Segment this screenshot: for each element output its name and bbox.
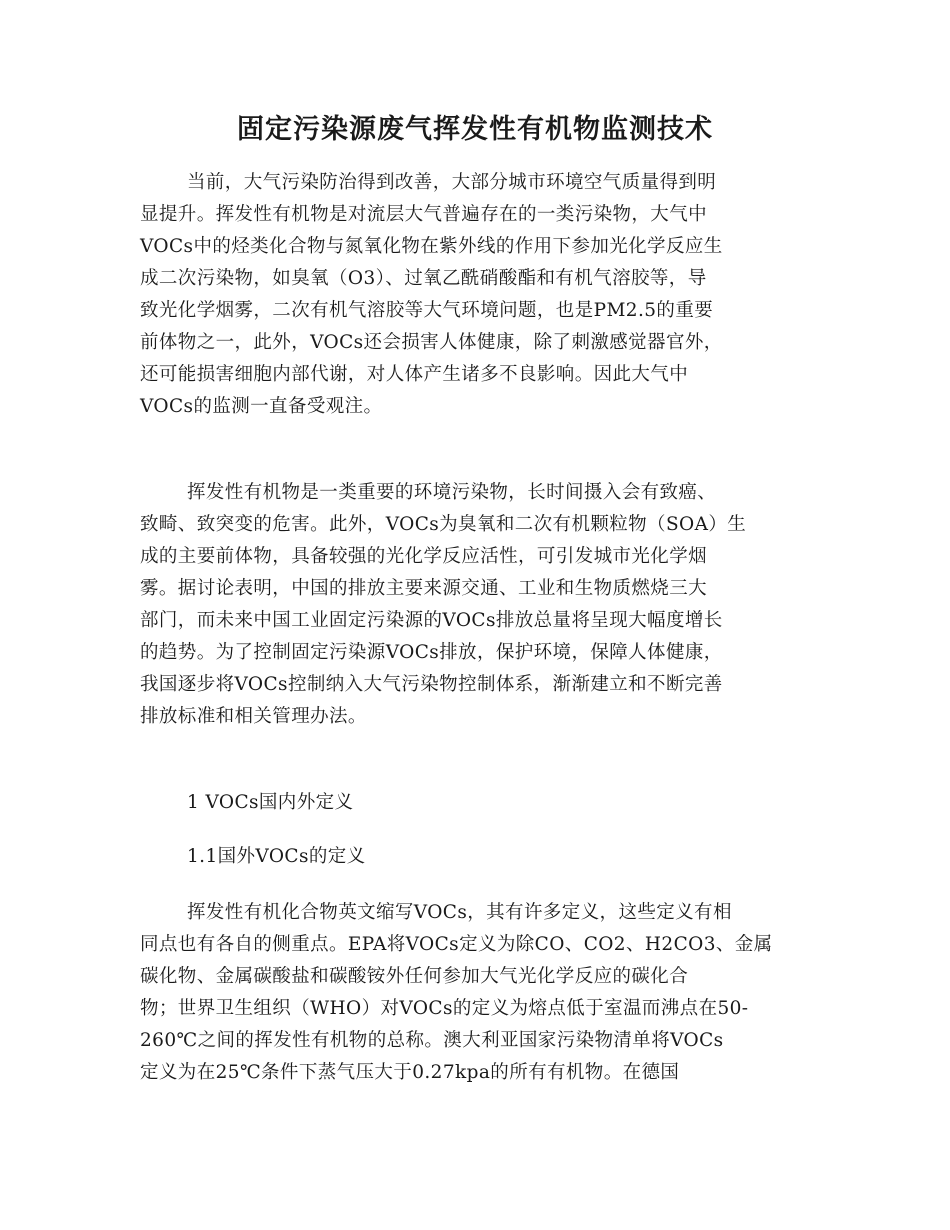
text-line: VOCs的监测一直备受观注。 xyxy=(140,396,383,417)
text-line: 挥发性有机化合物英文缩写VOCs，其有许多定义，这些定义有相 xyxy=(187,902,732,923)
document-title: 固定污染源废气挥发性有机物监测技术 xyxy=(237,114,713,145)
text-line: 成二次污染物，如臭氧（O3）、过氧乙酰硝酸酯和有机气溶胶等，导 xyxy=(140,268,707,289)
text-line: 显提升。挥发性有机物是对流层大气普遍存在的一类污染物，大气中 xyxy=(140,204,708,225)
text-line: 当前，大气污染防治得到改善，大部分城市环境空气质量得到明 xyxy=(187,172,717,193)
text-line: VOCs中的烃类化合物与氮氧化物在紫外线的作用下参加光化学反应生 xyxy=(140,236,723,257)
text-line: 部门，而未来中国工业固定污染源的VOCs排放总量将呈现大幅度增长 xyxy=(140,610,723,631)
text-line: 致畸、致突变的危害。此外，VOCs为臭氧和二次有机颗粒物（SOA）生 xyxy=(140,514,747,535)
section-heading-text: 1 VOCs国内外定义 xyxy=(187,792,354,813)
paragraph-2 xyxy=(140,477,812,733)
text-line: 成的主要前体物，具备较强的光化学反应活性，可引发城市光化学烟 xyxy=(140,546,708,567)
text-line: 260℃之间的挥发性有机物的总称。澳大利亚国家污染物清单将VOCs xyxy=(140,1030,724,1051)
text-line: 挥发性有机物是一类重要的环境污染物，长时间摄入会有致癌、 xyxy=(187,482,717,503)
text-line: 物；世界卫生组织（WHO）对VOCs的定义为熔点低于室温而沸点在50- xyxy=(140,998,749,1019)
text-line: 还可能损害细胞内部代谢，对人体产生诸多不良影响。因此大气中 xyxy=(140,364,689,385)
subsection-heading-text: 1.1国外VOCs的定义 xyxy=(187,846,366,867)
text-line: 排放标准和相关管理办法。 xyxy=(140,706,367,727)
paragraph-3 xyxy=(140,897,812,1089)
subsection-heading-1-1 xyxy=(140,841,812,873)
text-line: 前体物之一，此外，VOCs还会损害人体健康，除了刺激感觉器官外， xyxy=(140,332,723,353)
section-heading-1 xyxy=(140,787,812,819)
text-line: 同点也有各自的侧重点。EPA将VOCs定义为除CO、CO2、H2CO3、金属 xyxy=(140,934,773,955)
text-line: 碳化物、金属碳酸盐和碳酸铵外任何参加大气光化学反应的碳化合 xyxy=(140,966,689,987)
text-line: 我国逐步将VOCs控制纳入大气污染物控制体系，渐渐建立和不断完善 xyxy=(140,674,723,695)
text-line: 雾。据讨论表明，中国的排放主要来源交通、工业和生物质燃烧三大 xyxy=(140,578,708,599)
text-line: 致光化学烟雾，二次有机气溶胶等大气环境问题，也是PM2.5的重要 xyxy=(140,300,714,321)
paragraph-1 xyxy=(140,167,812,423)
text-line: 定义为在25℃条件下蒸气压大于0.27kpa的所有有机物。在德国 xyxy=(140,1062,680,1083)
text-line: 的趋势。为了控制固定污染源VOCs排放，保护环境，保障人体健康， xyxy=(140,642,723,663)
